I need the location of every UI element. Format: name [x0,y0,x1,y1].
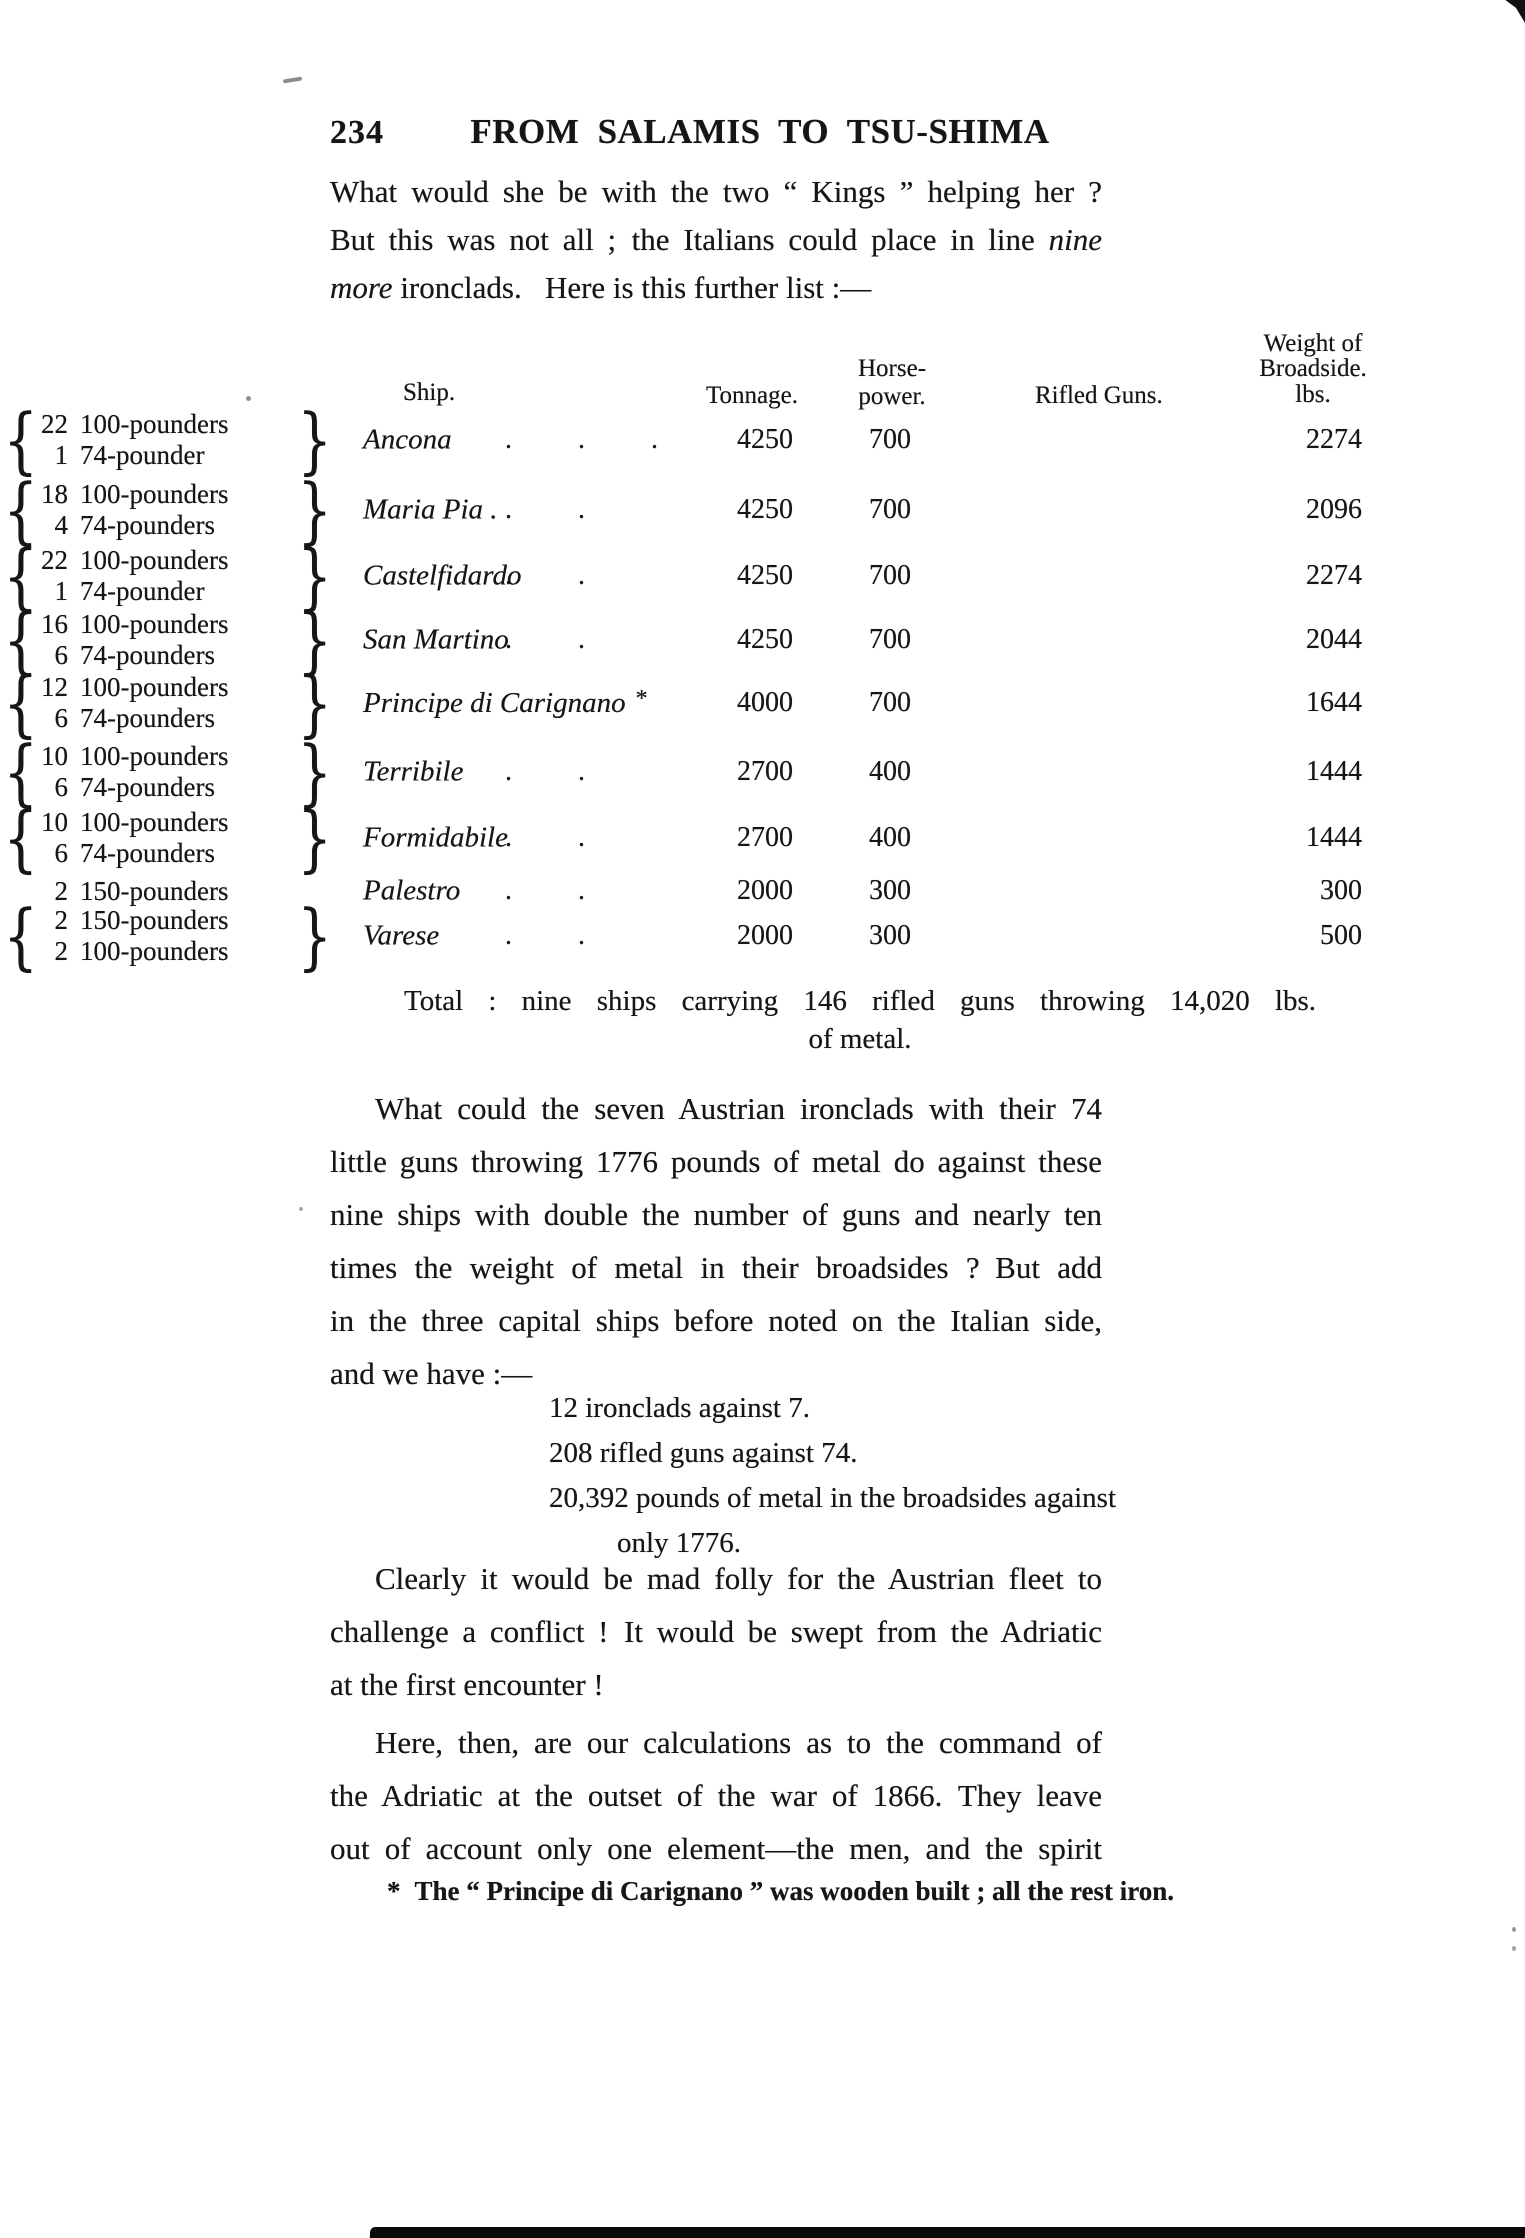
text-line: in the three capital ships before noted on the Italian side, [330,1303,1102,1338]
ship-name [363,560,521,593]
gun-lines [28,876,294,907]
leader-dots: .. [505,560,651,591]
gun-count: 10 [41,807,68,837]
gun-type: 74-pounders [80,838,215,868]
ship-name-text: Varese [363,919,440,952]
gun-line [28,838,294,869]
tonnage-value: 2700 [737,822,793,853]
tonnage-value: 4250 [737,424,793,455]
ship-name-text: Terribile [363,755,464,788]
leader-dots: ... [505,424,724,455]
leader-dots: .. [505,756,651,787]
table-row-terribile [0,730,1525,814]
gun-type: 100-pounders [80,609,229,639]
right-brace: } [297,894,332,978]
gun-lines [28,905,294,967]
gun-line [28,807,294,838]
gun-type: 100-pounders [80,479,229,509]
left-brace: { [3,534,38,618]
leader-dots: .. [505,822,651,853]
table-row-formidabile [0,796,1525,880]
list-item-continuation: only 1776. [617,1527,742,1559]
ship-name [363,875,460,908]
text-segment: But this was not all ; the Italians could place in line [330,222,1049,257]
col-header-weight-2: Broadside. [1259,355,1367,382]
running-title: FROM SALAMIS TO TSU-SHIMA [470,112,1050,151]
leader-dots: .. [505,920,651,951]
gun-line [28,576,294,607]
gun-count: 6 [54,703,68,733]
gun-type: 74-pounder [80,576,205,606]
broadside-value: 1444 [1306,756,1362,787]
ship-name [363,624,509,657]
text-line: out of account only one element—the men, and the spirit [330,1831,1102,1866]
summary-list [549,1386,1116,1566]
broadside-value: 1644 [1306,687,1362,718]
right-brace: } [297,468,332,552]
text-line: at the first encounter ! [330,1667,604,1702]
text-line [330,216,1102,264]
table-row-ancona [0,398,1525,482]
gun-count: 6 [54,772,68,802]
right-brace: } [297,398,332,482]
gun-line [28,545,294,576]
gun-count: 16 [41,609,68,639]
left-brace: { [3,894,38,978]
list-item: 208 rifled guns against 74. [549,1437,858,1469]
horsepower-value: 700 [869,494,911,525]
gun-count: 2 [54,875,68,906]
table-row-castelfidardo [0,534,1525,618]
gun-line [28,905,294,936]
list-item: 12 ironclads against 7. [549,1392,810,1424]
gun-lines [28,479,294,541]
left-brace: { [3,398,38,482]
scan-corner-artifact [1501,0,1525,26]
gun-line [28,640,294,671]
col-header-horsepower-1: Horse- [857,355,927,382]
text-line: nine ships with double the number of guns and nearly ten [330,1197,1102,1232]
horsepower-value: 300 [869,875,911,906]
gun-type: 74-pounder [80,440,205,470]
table-row-san-martino [0,598,1525,682]
gun-type: 74-pounders [80,510,215,540]
table-total-line: Total : nine ships carrying 146 rifled guns throwing 14,020 lbs. [404,985,1316,1017]
text-segment-italic: more [330,270,393,305]
gun-type: 100-pounders [80,409,229,439]
left-brace: { [3,796,38,880]
ship-name [363,686,648,720]
gun-line [28,876,294,907]
gun-line [28,409,294,440]
col-header-weight-1: Weight of [1263,330,1363,357]
scan-dot-artifact [299,1207,303,1211]
broadside-value: 1444 [1306,822,1362,853]
gun-count: 12 [41,672,68,702]
gun-line [28,672,294,703]
text-segment: ironclads. Here is this further list :— [392,270,872,305]
broadside-value: 2274 [1306,424,1362,455]
broadside-value: 300 [1320,875,1362,906]
table-row-palestro [0,874,1525,908]
footnote-text: The “ Principe di Carignano ” was wooden built ; all the rest iron. [414,1876,1175,1906]
gun-count: 22 [41,409,68,439]
gun-type: 100-pounders [80,545,229,575]
scan-edge-dot-artifact [1512,1927,1516,1932]
horsepower-value: 700 [869,624,911,655]
broadside-value: 500 [1320,920,1362,951]
horsepower-value: 700 [869,560,911,591]
conclusion-paragraph [330,1552,1102,1711]
scan-edge-dot-artifact [1512,1946,1516,1951]
text-line: Clearly it would be mad folly for the Austrian fleet to [375,1561,1102,1596]
text-line [330,264,1102,312]
gun-type: 150-pounders [80,905,229,935]
gun-count: 10 [41,741,68,771]
right-brace: } [297,730,332,814]
scan-dot-artifact [246,396,251,401]
broadside-value: 2044 [1306,624,1362,655]
ship-name-text: Formidabile [363,821,508,854]
tonnage-value: 4250 [737,494,793,525]
gun-line [28,703,294,734]
opening-paragraph [330,168,1102,312]
table-row-maria-pia [0,468,1525,552]
right-brace: } [297,796,332,880]
left-brace: { [3,661,38,745]
col-header-rifled-guns: Rifled Guns. [1035,382,1163,409]
gun-type: 150-pounders [80,875,229,906]
gun-line [28,510,294,541]
footnote [387,1876,1174,1907]
gun-line [28,772,294,803]
tonnage-value: 2000 [737,920,793,951]
col-header-horsepower-2: power. [858,383,926,410]
ship-name-text: Palestro [363,874,461,907]
horsepower-value: 400 [869,822,911,853]
horsepower-value: 400 [869,756,911,787]
left-brace: { [3,730,38,814]
gun-type: 74-pounders [80,772,215,802]
text-line: times the weight of metal in their broadsides ? But add [330,1250,1102,1285]
col-header-ship: Ship. [403,379,456,406]
gun-line [28,440,294,471]
gun-lines [28,609,294,671]
col-header-tonnage: Tonnage. [706,382,798,409]
right-brace: } [297,534,332,618]
right-brace: } [297,598,332,682]
ship-name [363,424,452,457]
gun-type: 100-pounders [80,741,229,771]
tonnage-value: 4000 [737,687,793,718]
gun-count: 6 [54,838,68,868]
tonnage-value: 2700 [737,756,793,787]
gun-lines [28,545,294,607]
broadside-value: 2096 [1306,494,1362,525]
leader-dots: .. [505,494,651,525]
gun-line [28,741,294,772]
gun-lines [28,672,294,734]
horsepower-value: 700 [869,687,911,718]
text-segment-italic: nine [1048,222,1102,257]
table-row-principe-di-carignano [0,661,1525,745]
closing-paragraph [330,1716,1102,1875]
gun-count: 18 [41,479,68,509]
page-number: 234 [330,114,384,151]
text-line: little guns throwing 1776 pounds of metal do against these [330,1144,1102,1179]
gun-line [28,609,294,640]
ship-name [363,756,463,789]
ship-name-text: Maria Pia . [363,493,498,526]
right-brace: } [297,661,332,745]
horsepower-value: 300 [869,920,911,951]
gun-count: 1 [54,440,68,470]
gun-lines [28,807,294,869]
ship-name-text: San Martino [363,623,509,656]
gun-type: 74-pounders [80,703,215,733]
scan-margin-artifact [283,77,302,84]
gun-line [28,479,294,510]
table-total-continuation: of metal. [808,1023,912,1055]
table-row-varese [0,894,1525,978]
leader-dots: .. [505,875,651,906]
ship-name [363,494,498,527]
footnote-marker: * [635,686,648,712]
scan-bottom-bar-artifact [370,2227,1525,2238]
ship-name [363,822,508,855]
ship-name-text: Castelfidardo [363,559,522,592]
gun-count: 4 [54,510,68,540]
gun-type: 100-pounders [80,807,229,837]
leader-dots: .. [505,624,651,655]
tonnage-value: 4250 [737,560,793,591]
gun-count: 22 [41,545,68,575]
text-line: What could the seven Austrian ironclads with their 74 [375,1091,1102,1126]
gun-type: 74-pounders [80,640,215,670]
gun-type: 100-pounders [80,672,229,702]
tonnage-value: 2000 [737,875,793,906]
gun-line [28,936,294,967]
gun-count: 2 [54,936,68,966]
text-line: the Adriatic at the outset of the war of 1866. They leave [330,1778,1102,1813]
gun-count: 6 [54,640,68,670]
gun-lines [28,409,294,471]
ship-name-text: Principe di Carignano [363,687,626,719]
gun-lines [28,741,294,803]
text-line: challenge a conflict ! It would be swept from the Adriatic [330,1614,1102,1649]
ship-name-text: Ancona [363,423,452,456]
col-header-weight-3: lbs. [1295,381,1331,408]
gun-count: 2 [54,905,68,935]
text-line: Here, then, are our calculations as to the command of [375,1725,1102,1760]
comparison-paragraph [330,1082,1102,1400]
gun-type: 100-pounders [80,936,229,966]
text-line: and we have :— [330,1356,533,1391]
text-line: What would she be with the two “ Kings ” helping her ? [330,174,1102,209]
tonnage-value: 4250 [737,624,793,655]
list-item: 20,392 pounds of metal in the broadsides against [549,1482,1117,1514]
left-brace: { [3,468,38,552]
broadside-value: 2274 [1306,560,1362,591]
gun-count: 1 [54,576,68,606]
ship-name [363,920,439,953]
left-brace: { [3,598,38,682]
horsepower-value: 700 [869,424,911,455]
footnote-asterisk: * [387,1876,401,1906]
